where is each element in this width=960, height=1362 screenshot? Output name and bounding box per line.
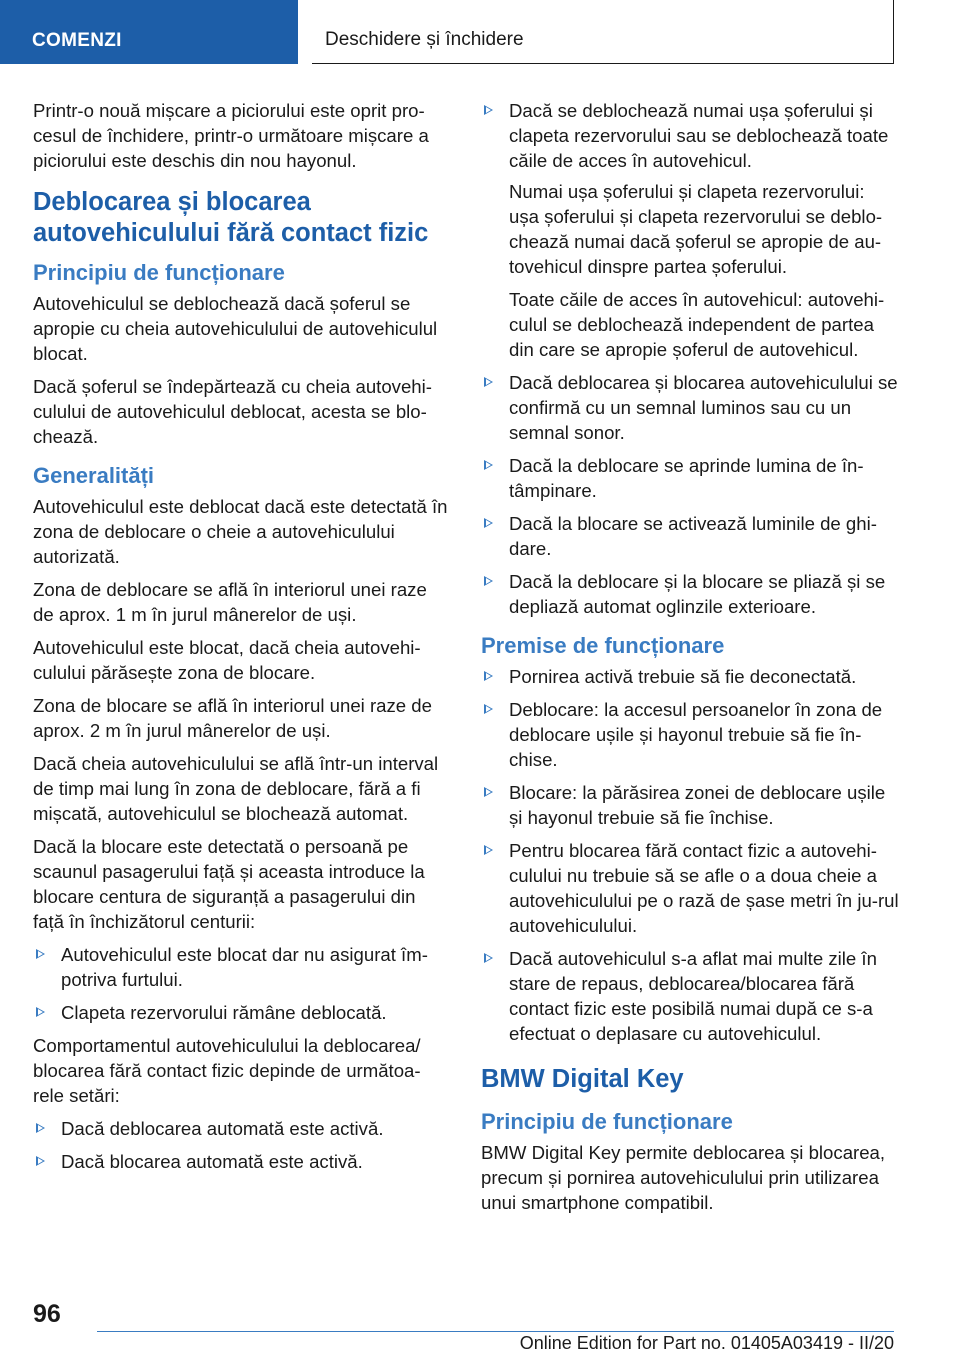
- bullet-triangle-icon: [484, 105, 493, 115]
- bullet-triangle-icon: [484, 671, 493, 681]
- bullet-triangle-icon: [484, 518, 493, 528]
- bullet-triangle-icon: [36, 1123, 45, 1133]
- left-column: [33, 98, 451, 1182]
- list-item: Deblocare: la accesul persoanelor în zona de deblocare ușile și hayonul trebuie să fie în-chise.: [481, 697, 899, 772]
- list-item: Dacă la deblocare se aprinde lumina de în-tâmpinare.: [481, 453, 899, 503]
- behavior-paragraph: Comportamentul autovehiculului la deblocarea/ blocarea fără contact fizic depinde de următoa-rele setări:: [33, 1035, 421, 1106]
- principle-paragraph-1: Autovehiculul se deblochează dacă șoferul se apropie cu cheia autovehiculului de autovehiculul blocat.: [33, 293, 438, 364]
- bullet-triangle-icon: [484, 377, 493, 387]
- subheading-general: Generalități: [33, 463, 155, 488]
- bullet-triangle-icon: [36, 1156, 45, 1166]
- list-item: Dacă blocarea automată este activă.: [33, 1149, 451, 1174]
- list-item: Dacă la blocare se activează luminile de ghi-dare.: [481, 511, 899, 561]
- subheading-prerequisites: Premise de funcționare: [481, 633, 725, 658]
- intro-paragraph: Printr-o nouă mișcare a piciorului este oprit pro-cesul de închidere, printr-o următoare mișcare a piciorului este deschis din nou hayonul.: [33, 100, 429, 171]
- list-item: Blocare: la părăsirea zonei de deblocare ușile și hayonul trebuie să fie închise.: [481, 780, 899, 830]
- driver-door-option-paragraph: Numai ușa șoferului și clapeta rezervorului: ușa șoferului și clapeta rezervorului se deblo-chează numai dacă șoferul se apropie de au-tovehicul dinspre partea șoferului.: [509, 181, 883, 277]
- general-paragraph-1: Autovehiculul este deblocat dacă este detectată în zona de deblocare o cheie a autovehiculului autorizată.: [33, 496, 448, 567]
- list-passenger-belt: [33, 942, 451, 1025]
- bullet-triangle-icon: [36, 1007, 45, 1017]
- right-column: [481, 98, 899, 1223]
- subheading-principle: Principiu de funcționare: [33, 260, 285, 285]
- list-item: Dacă deblocarea și blocarea autovehiculului se confirmă cu un semnal luminos sau cu un semnal sonor.: [481, 370, 899, 445]
- list-item: Pornirea activă trebuie să fie deconectată.: [481, 664, 899, 689]
- list-item: Clapeta rezervorului rămâne deblocată.: [33, 1000, 451, 1025]
- list-settings-continued: [481, 98, 899, 173]
- bullet-triangle-icon: [484, 787, 493, 797]
- page-number: 96: [33, 1300, 61, 1328]
- general-paragraph-4: Zona de blocare se află în interiorul unei raze de aprox. 2 m în jurul mânerelor de uși.: [33, 695, 432, 741]
- bullet-triangle-icon: [484, 460, 493, 470]
- list-item: Autovehiculul este blocat dar nu asigurat îm-potriva furtului.: [33, 942, 451, 992]
- bullet-triangle-icon: [484, 845, 493, 855]
- general-paragraph-3: Autovehiculul este blocat, dacă cheia autovehi-culului părăsește zona de blocare.: [33, 637, 421, 683]
- list-prerequisites: [481, 664, 899, 1046]
- footer-edition-text: Online Edition for Part no. 01405A03419 - II/20: [519, 1333, 894, 1353]
- subheading-principle-digital-key: Principiu de funcționare: [481, 1109, 733, 1134]
- bullet-triangle-icon: [484, 576, 493, 586]
- principle-paragraph-2: Dacă șoferul se îndepărtează cu cheia autovehi-culului de autovehiculul deblocat, acesta se blo-chează.: [33, 376, 432, 447]
- list-item: Dacă deblocarea automată este activă.: [33, 1116, 451, 1141]
- list-settings: [33, 1116, 451, 1174]
- list-signals: [481, 370, 899, 619]
- list-item: Dacă la deblocare și la blocare se pliază și se depliază automat oglinzile exterioare.: [481, 569, 899, 619]
- list-item: Pentru blocarea fără contact fizic a autovehi-culului nu trebuie să se afle o a doua cheie a autovehiculului pe o rază de șase metri în ju-rul autovehiculului.: [481, 838, 899, 938]
- list-item: Dacă se deblochează numai ușa șoferului și clapeta rezervorului sau se deblochează toate căile de acces în autovehicul.: [481, 98, 899, 173]
- bullet-triangle-icon: [36, 949, 45, 959]
- footer-rule: [97, 1331, 894, 1332]
- bullet-triangle-icon: [484, 704, 493, 714]
- general-paragraph-6: Dacă la blocare este detectată o persoană pe scaunul pasagerului față și aceasta introduce la blocare centura de siguranță a pasagerului din față în închizătorul centurii:: [33, 836, 425, 932]
- list-item: Dacă autovehiculul s-a aflat mai multe zile în stare de repaus, deblocarea/blocarea fără contact fizic este posibilă numai după ce s-a efectuat o deplasare cu autovehiculul.: [481, 946, 899, 1046]
- section-heading-digital-key: BMW Digital Key: [481, 1065, 684, 1093]
- general-paragraph-2: Zona de deblocare se află în interiorul unei raze de aprox. 1 m în jurul mânerelor de uși.: [33, 579, 427, 625]
- chapter-title: Deschidere și închidere: [312, 0, 894, 64]
- all-doors-option-paragraph: Toate căile de acces în autovehicul: autovehi-culul se deblochează independent de partea din care se apropie șoferul de autovehicul.: [509, 289, 885, 360]
- general-paragraph-5: Dacă cheia autovehiculului se află într-un interval de timp mai lung în zona de deblocare, fără a fi mișcată, autovehiculul se blochează automat.: [33, 753, 439, 824]
- section-tab[interactable]: COMENZI: [0, 0, 298, 64]
- bullet-triangle-icon: [484, 953, 493, 963]
- digital-key-paragraph: BMW Digital Key permite deblocarea și blocarea, precum și pornirea autovehiculului prin utilizarea unui smartphone compatibil.: [481, 1142, 886, 1213]
- section-heading-comfort-access: Deblocarea și blocarea autovehiculului fără contact fizic: [33, 188, 429, 247]
